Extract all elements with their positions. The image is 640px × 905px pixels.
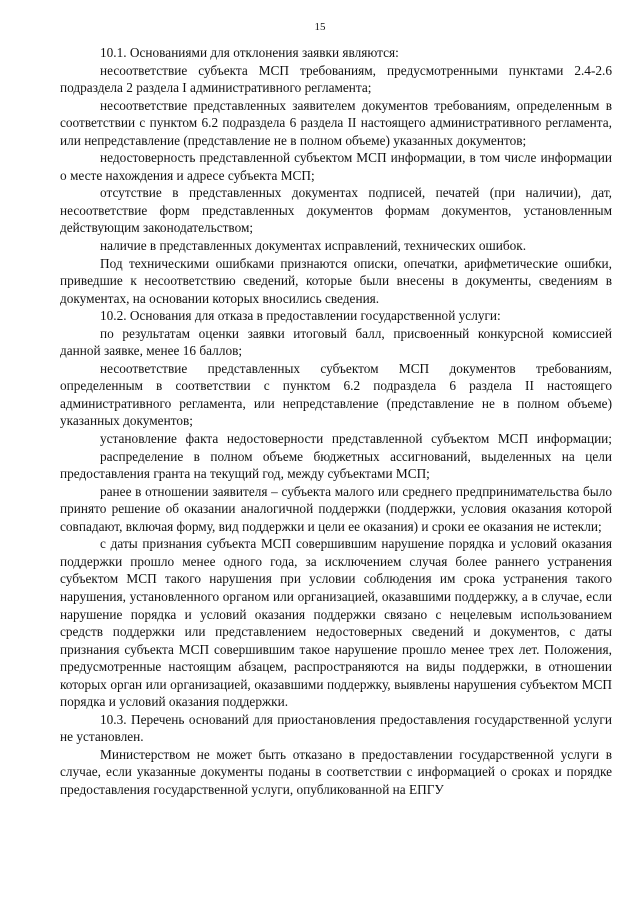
paragraph-refusal-reason-3: установление факта недостоверности представленной субъектом МСП информации; (100, 431, 612, 447)
paragraph-rejection-reason-2: несоответствие представленных заявителем документов требованиям, определенным в соответствии с пунктом 6.2 подраздела 6 раздела II настоящего административного регламента, или непредставление (представление не в полном объеме) указанных документов; (60, 97, 612, 148)
paragraph-refusal-reason-4: распределение в полном объеме бюджетных ассигнований, выделенных на цели предоставления гранта на текущий год, между субъектами МСП; (60, 448, 612, 482)
page-number: 15 (314, 21, 326, 33)
paragraph-refusal-reason-2: несоответствие представленных субъектом МСП документов требованиям, определенным в соответствии с пунктом 6.2 подраздела 6 раздела II настоящего административного регламента, или непредставление (представление не в полном объеме) указанных документов; (60, 360, 612, 429)
paragraph-ministry-cannot-refuse: Министерством не может быть отказано в предоставлении государственной услуги в случае, если указанные документы поданы в соответствии с информацией о сроках и порядке предоставления государственной услуги, опубликованной на ЕПГУ (60, 746, 612, 797)
paragraph-10-3: 10.3. Перечень оснований для приостановления предоставления государственной услуги не установлен. (60, 711, 612, 745)
paragraph-10-2-heading: 10.2. Основания для отказа в предоставлении государственной услуги: (100, 308, 501, 324)
paragraph-rejection-reason-3: недостоверность представленной субъектом МСП информации, в том числе информации о месте нахождения и адресе субъекта МСП; (60, 150, 612, 183)
paragraph-refusal-reason-6: с даты признания субъекта МСП совершившим нарушение порядка и условий оказания поддержки прошло менее одного года, за исключением случая более раннего устранения субъектом МСП такого нарушения при условии соблюдения им срока устранения такого нарушения, установленного органом или организацией, оказавшими поддержку, а в случае, если нарушение порядка и условий оказания поддержки связано с нецелевым использованием средств поддержки или представлением недостоверных сведений и документов, с даты признания субъекта МСП совершившим такое нарушение прошло менее трех лет. Положения, предусмотренные настоящим абзацем, распространяются на виды поддержки, в отношении которых орган или организацией, оказавшими поддержку, выявлены нарушения субъектом МСП порядка и условий оказания поддержки. (60, 536, 612, 710)
paragraph-10-1-heading: 10.1. Основаниями для отклонения заявки являются: (100, 45, 399, 60)
paragraph-refusal-reason-1: по результатам оценки заявки итоговый балл, присвоенный конкурсной комиссией данной заявке, менее 16 баллов; (60, 325, 612, 359)
paragraph-rejection-reason-1: несоответствие субъекта МСП требованиям, предусмотренными пунктами 2.4-2.6 подраздела 2 раздела I административного регламента; (60, 62, 612, 96)
paragraph-refusal-reason-5: ранее в отношении заявителя – субъекта малого или среднего предпринимательства было принято решение об оказании аналогичной поддержки (поддержки, условия оказания которой совпадают, включая форму, вид поддержки и цели ее оказания) и сроки ее оказания не истекли; (60, 483, 612, 534)
document-body (60, 44, 612, 799)
paragraph-rejection-reason-5: наличие в представленных документах исправлений, технических ошибок. (100, 238, 527, 254)
paragraph-rejection-reason-4: отсутствие в представленных документах подписей, печатей (при наличии), дат, несоответствие форм представленных документов формам документов, установленным действующим законодательством; (60, 185, 612, 236)
paragraph-technical-errors: Под техническими ошибками признаются описки, опечатки, арифметические ошибки, приведшие к несоответствию сведений, которые были внесены в документы, сведениям в документах, на основании которых вносились сведения. (60, 255, 612, 306)
